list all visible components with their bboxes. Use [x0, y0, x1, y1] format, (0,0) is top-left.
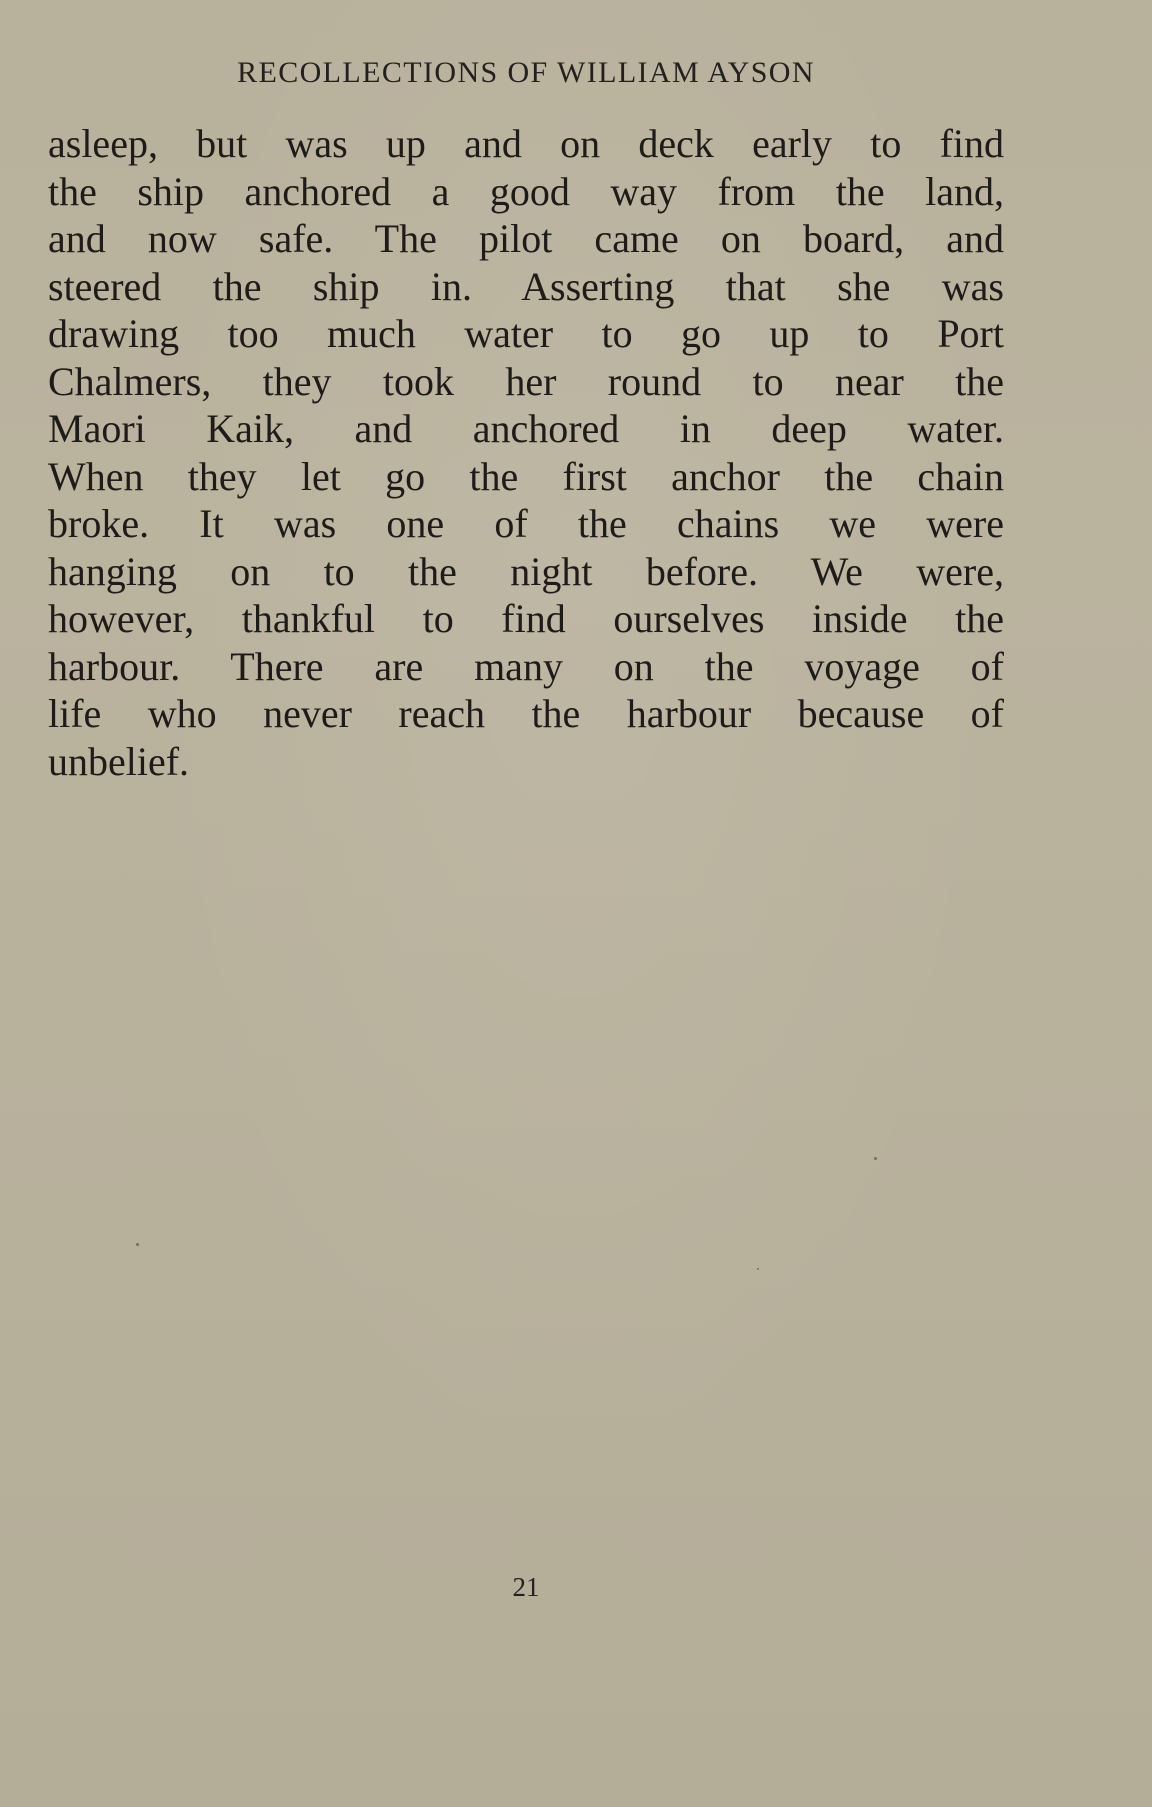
text-line: however, thankful to find ourselves inside the — [48, 596, 1004, 641]
body-paragraph — [48, 120, 1004, 785]
text-line: When they let go the first anchor the chain — [48, 453, 1004, 499]
paper-speck — [874, 1157, 877, 1160]
paper-speck — [757, 1268, 759, 1270]
paper-speck — [136, 1243, 139, 1246]
text-line: life who never reach the harbour because of — [48, 691, 1004, 736]
text-line: broke. It was one of the chains we were — [48, 501, 1004, 546]
text-line: drawing too much water to go up to Port — [48, 311, 1004, 356]
text-line: Chalmers, they took her round to near the — [48, 358, 1004, 404]
text-line: steered the ship in. Asserting that she was — [48, 263, 1004, 309]
text-line: Maori Kaik, and anchored in deep water. — [48, 406, 1004, 451]
text-line: hanging on to the night before. We were, — [48, 548, 1004, 594]
text-line: unbelief. — [48, 738, 190, 784]
text-line: the ship anchored a good way from the land, — [48, 168, 1004, 214]
text-line: and now safe. The pilot came on board, and — [48, 216, 1004, 261]
page-number: 21 — [512, 1572, 540, 1602]
text-line: asleep, but was up and on deck early to find — [48, 121, 1004, 166]
text-line: harbour. There are many on the voyage of — [48, 643, 1004, 689]
running-head: RECOLLECTIONS OF WILLIAM AYSON — [237, 56, 815, 89]
